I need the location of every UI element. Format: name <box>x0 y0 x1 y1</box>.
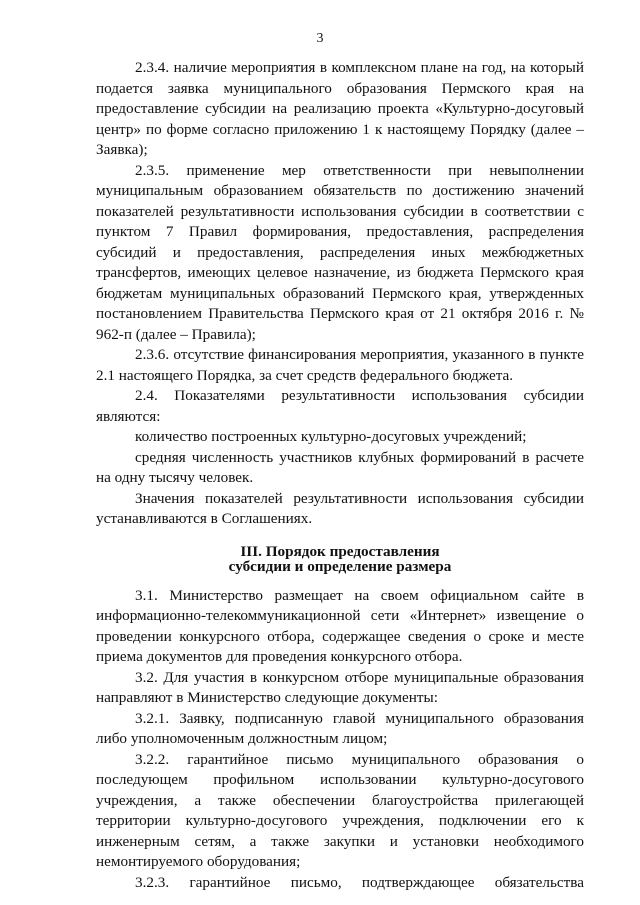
indicator-item-2: средняя численность участников клубных формирований в расчете на одну тысячу человек. <box>96 448 584 486</box>
page-number: 3 <box>316 31 324 46</box>
clause-3-2-3: 3.2.3. гарантийное письмо, подтверждающее обязательства <box>135 873 584 891</box>
clause-3-1: 3.1. Министерство размещает на своем официальном сайте в информационно-телекоммуникационной сети «Интернет» извещение о проведении конкурсного отбора, содержащее сведения о сроке и месте приема документов для проведения конкурсного отбора. <box>96 586 584 665</box>
section-heading <box>96 544 584 574</box>
section-heading-line2: субсидии и определение размера <box>228 557 452 575</box>
document-body <box>96 58 584 893</box>
section-heading-line1: III. Порядок предоставления <box>240 542 440 560</box>
indicator-values-paragraph: Значения показателей результативности использования субсидии устанавливаются в Соглашениях. <box>96 489 584 527</box>
clause-2-3-5: 2.3.5. применение мер ответственности при невыполнении муниципальным образованием обязательств по достижению значений показателей результативности использования субсидии в соответствии с пунктом 7 Правил формирования, предоставления, распределения субсидий и предоставления, распределения иных межбюджетных трансфертов, имеющих целевое назначение, из бюджета Пермского края бюджетам муниципальных образований Пермского края, утвержденных постановлением Правительства Пермского края от 21 октября 2016 г. № 962-п (далее – Правила); <box>96 161 584 343</box>
clause-3-2-1: 3.2.1. Заявку, подписанную главой муниципального образования либо уполномоченным должностным лицом; <box>96 709 584 747</box>
clause-2-4: 2.4. Показателями результативности использования субсидии являются: <box>96 387 584 425</box>
indicator-item-1: количество построенных культурно-досуговых учреждений; <box>135 428 527 445</box>
clause-3-2-2: 3.2.2. гарантийное письмо муниципального образования о последующем профильном использовании культурно-досугового учреждения, а также обеспечении благоустройства прилегающей территории культурно-досугового учреждения, подключении его к инженерным сетям, а также закупки и установки необходимого немонтируемого оборудования; <box>96 750 584 870</box>
clause-2-3-4: 2.3.4. наличие мероприятия в комплексном плане на год, на который подается заявка муниципального образования Пермского края на предоставление субсидии на реализацию проекта «Культурно-досуговый центр» по форме согласно приложению 1 к настоящему Порядку (далее – Заявка); <box>96 59 584 158</box>
clause-2-3-6: 2.3.6. отсутствие финансирования мероприятия, указанного в пункте 2.1 настоящего Порядка, за счет средств федерального бюджета. <box>96 346 584 384</box>
clause-3-2: 3.2. Для участия в конкурсном отборе муниципальные образования направляют в Министерство следующие документы: <box>96 668 584 706</box>
